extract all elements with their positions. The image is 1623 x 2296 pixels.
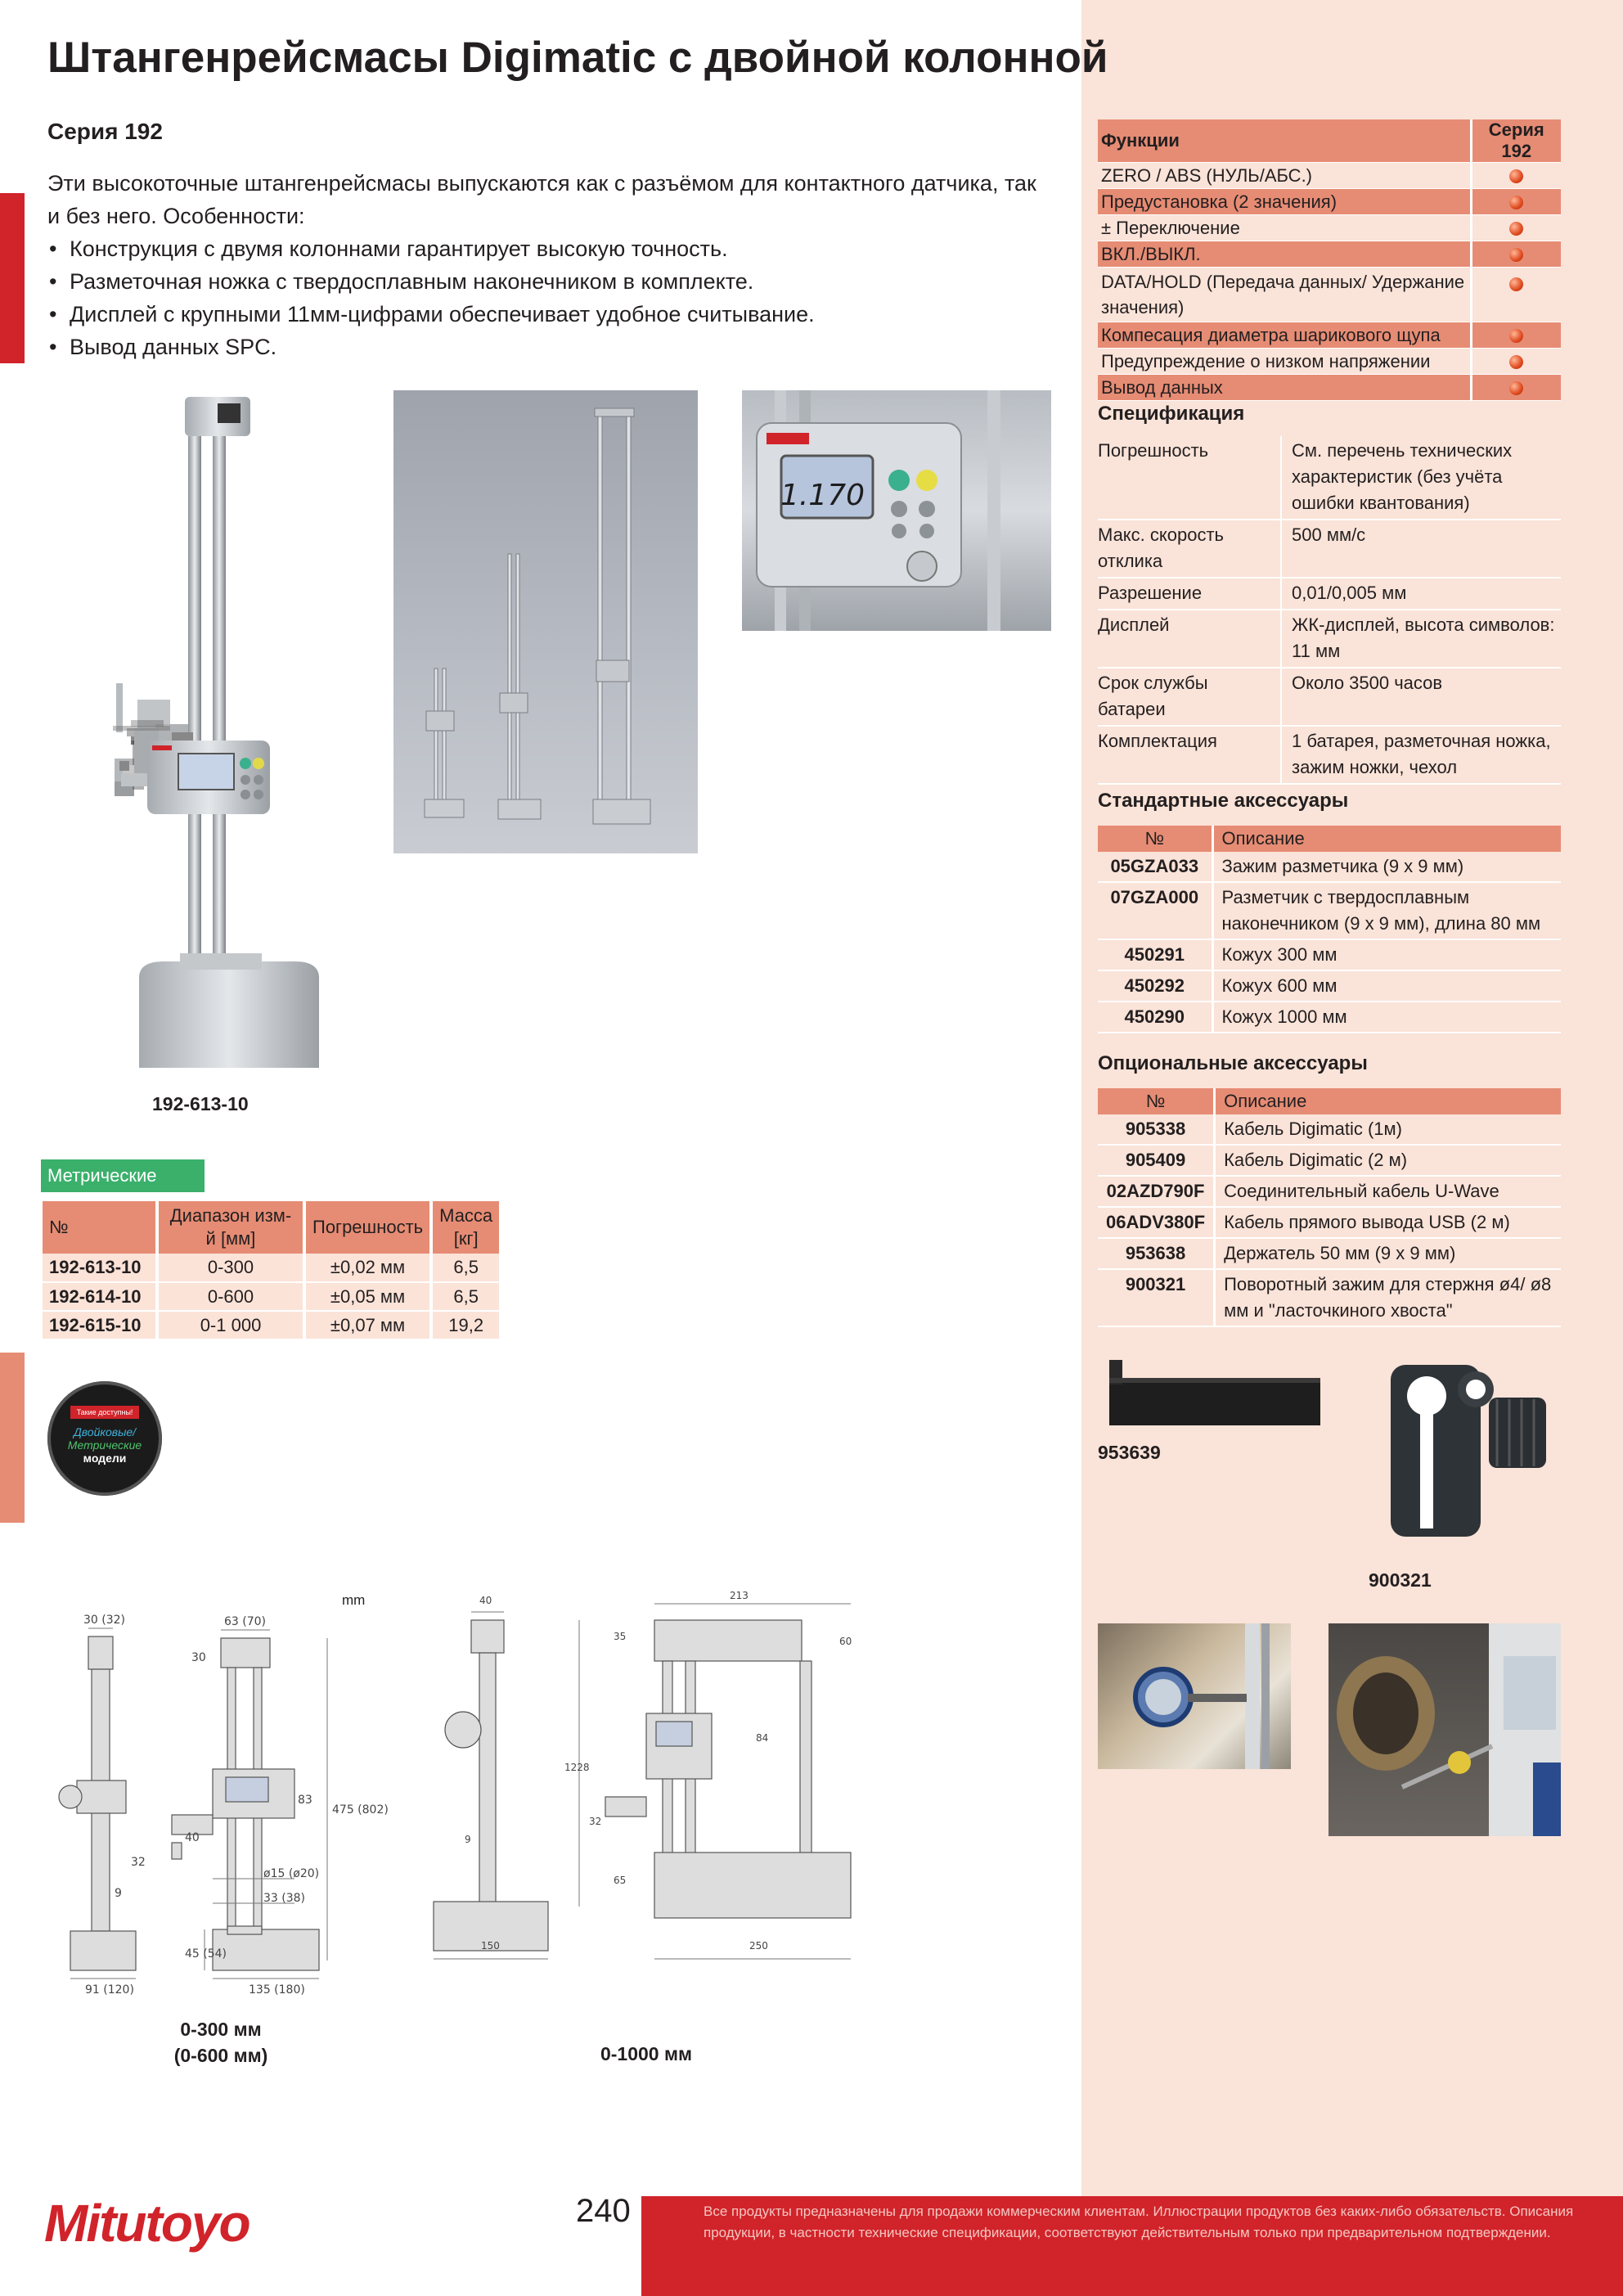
dim-label: 91 (120) — [85, 1983, 134, 1997]
metric-range: 0-300 — [157, 1254, 304, 1282]
supported-dot-icon — [1509, 169, 1523, 183]
spec-key: Комплектация — [1098, 726, 1281, 784]
spec-key: Погрешность — [1098, 436, 1281, 520]
badge-line2: Метрические — [67, 1438, 142, 1452]
acc-no: 07GZA000 — [1098, 882, 1212, 939]
height-gauge-photo — [123, 389, 335, 1076]
feature-list — [47, 232, 1054, 363]
dim-label: 40 — [185, 1831, 200, 1844]
acc-desc: Поворотный зажим для стержня ø4/ ø8 мм и "ласточкиного хвоста" — [1215, 1269, 1561, 1326]
dual-metric-badge — [47, 1381, 162, 1496]
feature-item: • Конструкция с двумя колоннами гарантирует высокую точность. — [47, 232, 1054, 265]
acc-desc: Кабель прямого вывода USB (2 м) — [1215, 1207, 1561, 1238]
metric-mass-header: Масса [кг] — [431, 1201, 501, 1254]
acc-no-header: № — [1098, 1088, 1215, 1114]
supported-dot-icon — [1509, 277, 1523, 291]
dim-label: 84 — [756, 1732, 769, 1744]
dim-label: 45 (54) — [185, 1947, 227, 1961]
function-row: Компесация диаметра шарикового щупа — [1098, 322, 1471, 349]
dim-label: 475 (802) — [332, 1803, 389, 1817]
standard-acc-table — [1098, 826, 1561, 1033]
drawing-caption-right: 0-1000 мм — [600, 2043, 693, 2064]
dim-label: 1228 — [564, 1762, 590, 1773]
spec-value: 500 мм/с — [1281, 520, 1561, 578]
supported-dot-icon — [1509, 355, 1523, 369]
drawing-0-1000 — [425, 1582, 875, 1959]
display-closeup-photo — [742, 390, 1051, 631]
spec-value: 1 батарея, разметочная ножка, зажим ножки, чехол — [1281, 726, 1561, 784]
acc-no: 905338 — [1098, 1114, 1215, 1145]
metric-no: 192-615-10 — [43, 1311, 157, 1339]
acc-no: 02AZD790F — [1098, 1176, 1215, 1207]
function-row: DATA/HOLD (Передача данных/ Удержание значения) — [1098, 268, 1471, 322]
acc-no: 450291 — [1098, 939, 1212, 970]
side-accent-bar-mid — [0, 1353, 25, 1523]
acc-no: 953638 — [1098, 1238, 1215, 1269]
supported-dot-icon — [1509, 248, 1523, 262]
function-row: Предустановка (2 значения) — [1098, 189, 1471, 215]
function-row: ± Переключение — [1098, 215, 1471, 241]
drawing-caption-left-2: (0-600 мм) — [173, 2045, 268, 2066]
acc-no: 900321 — [1098, 1269, 1215, 1326]
spec-heading: Спецификация — [1098, 403, 1245, 425]
acc-no: 450290 — [1098, 1002, 1212, 1033]
dim-label: 30 (32) — [83, 1614, 126, 1627]
acc-no: 905409 — [1098, 1145, 1215, 1176]
drawing-caption-left-1: 0-300 мм — [180, 2019, 262, 2040]
acc-desc-header: Описание — [1212, 826, 1561, 852]
dim-label: 63 (70) — [224, 1615, 267, 1628]
acc-desc: Кабель Digimatic (2 м) — [1215, 1145, 1561, 1176]
dim-label: 9 — [115, 1887, 122, 1900]
spec-key: Макс. скорость отклика — [1098, 520, 1281, 578]
metric-tag: Метрические — [41, 1159, 205, 1192]
metric-accuracy: ±0,05 мм — [304, 1282, 431, 1311]
metric-mass: 6,5 — [431, 1282, 501, 1311]
dim-label: 150 — [481, 1940, 500, 1952]
optional-acc-heading: Опциональные аксессуары — [1098, 1052, 1368, 1074]
acc-desc: Зажим разметчика (9 x 9 мм) — [1212, 852, 1561, 882]
metric-mass: 19,2 — [431, 1311, 501, 1339]
functions-header: Функции — [1098, 119, 1471, 163]
acc-desc: Кожух 600 мм — [1212, 970, 1561, 1002]
feature-item: • Вывод данных SPC. — [47, 331, 1054, 363]
metric-range: 0-600 — [157, 1282, 304, 1311]
acc-desc: Разметчик с твердосплавным наконечником (9 x 9 мм), длина 80 мм — [1212, 882, 1561, 939]
series-label: Серия 192 — [47, 119, 163, 144]
dim-label: 83 — [298, 1794, 312, 1807]
acc-desc: Кожух 1000 мм — [1212, 1002, 1561, 1033]
functions-table — [1098, 119, 1561, 401]
supported-dot-icon — [1509, 381, 1523, 395]
function-row: ВКЛ./ВЫКЛ. — [1098, 241, 1471, 268]
application-photo-2 — [1329, 1623, 1561, 1836]
acc-no: 05GZA033 — [1098, 852, 1212, 882]
dim-label: 33 (38) — [263, 1892, 306, 1905]
metric-accuracy: ±0,02 мм — [304, 1254, 431, 1282]
function-row: ZERO / ABS (НУЛЬ/АБС.) — [1098, 163, 1471, 189]
spec-key: Срок службы батареи — [1098, 668, 1281, 726]
application-photo-1 — [1098, 1623, 1291, 1769]
dim-label: 32 — [589, 1816, 602, 1827]
dim-label: 30 — [191, 1651, 206, 1664]
spec-value: 0,01/0,005 мм — [1281, 578, 1561, 610]
acc-desc-header: Описание — [1215, 1088, 1561, 1114]
spec-key: Разрешение — [1098, 578, 1281, 610]
metric-no: 192-614-10 — [43, 1282, 157, 1311]
dim-label: 135 (180) — [249, 1983, 305, 1997]
spec-value: ЖК-дисплей, высота символов: 11 мм — [1281, 610, 1561, 668]
acc-desc: Держатель 50 мм (9 x 9 мм) — [1215, 1238, 1561, 1269]
dim-label: 35 — [614, 1631, 627, 1642]
metric-no-header: № — [43, 1201, 157, 1254]
badge-line1: Двойковые/ — [73, 1425, 137, 1438]
mitutoyo-logo: Mitutoyo — [44, 2194, 250, 2253]
supported-dot-icon — [1509, 222, 1523, 236]
supported-dot-icon — [1509, 329, 1523, 343]
metric-range-header: Диапазон изм-й [мм] — [157, 1201, 304, 1254]
feature-item: • Разметочная ножка с твердосплавным наконечником в комплекте. — [47, 265, 1054, 298]
standard-acc-heading: Стандартные аксессуары — [1098, 790, 1349, 812]
dim-label: 60 — [839, 1636, 852, 1647]
metric-acc-header: Погрешность — [304, 1201, 431, 1254]
metric-table — [43, 1201, 502, 1340]
unit-label: mm — [342, 1592, 366, 1608]
metric-no: 192-613-10 — [43, 1254, 157, 1282]
optional-acc-table — [1098, 1088, 1561, 1327]
acc-no: 450292 — [1098, 970, 1212, 1002]
dim-label: 9 — [465, 1834, 471, 1845]
dim-label: 32 — [131, 1856, 146, 1869]
acc-desc: Соединительный кабель U-Wave — [1215, 1176, 1561, 1207]
page-title: Штангенрейсмасы Digimatic с двойной колонной — [47, 34, 1108, 82]
spec-table — [1098, 436, 1561, 785]
three-gauges-photo — [393, 390, 698, 853]
bar-caption: 953639 — [1098, 1442, 1161, 1463]
acc-desc: Кабель Digimatic (1м) — [1215, 1114, 1561, 1145]
dim-label: 213 — [730, 1590, 749, 1601]
badge-top: Такие доступны! — [70, 1406, 139, 1419]
acc-desc: Кожух 300 мм — [1212, 939, 1561, 970]
feature-item: • Дисплей с крупными 11мм-цифрами обеспечивает удобное считывание. — [47, 298, 1054, 331]
function-row: Предупреждение о низком напряжении — [1098, 349, 1471, 375]
acc-no-header: № — [1098, 826, 1212, 852]
spec-value: См. перечень технических характеристик (без учёта ошибки квантования) — [1281, 436, 1561, 520]
metric-range: 0-1 000 — [157, 1311, 304, 1339]
clamp-accessory-photo — [1374, 1357, 1554, 1551]
dim-label: ø15 (ø20) — [263, 1867, 320, 1880]
side-accent-bar — [0, 193, 25, 363]
function-row: Вывод данных — [1098, 375, 1471, 401]
clamp-caption: 900321 — [1369, 1569, 1432, 1591]
spec-key: Дисплей — [1098, 610, 1281, 668]
dim-label: 250 — [749, 1940, 768, 1952]
badge-line3: модели — [83, 1452, 127, 1465]
acc-no: 06ADV380F — [1098, 1207, 1215, 1238]
lcd-reading: 1.170 — [780, 479, 865, 512]
spec-value: Около 3500 часов — [1281, 668, 1561, 726]
metric-mass: 6,5 — [431, 1254, 501, 1282]
supported-dot-icon — [1509, 196, 1523, 209]
bar-accessory-photo — [1109, 1360, 1320, 1425]
metric-accuracy: ±0,07 мм — [304, 1311, 431, 1339]
dim-label: 65 — [614, 1875, 627, 1886]
intro-text: Эти высокоточные штангенрейсмасы выпускаются как с разъёмом для контактного датчика, так и без него. Особенности: — [47, 171, 1036, 228]
product-caption: 192-613-10 — [152, 1093, 249, 1114]
dim-label: 40 — [479, 1595, 492, 1606]
page-number: 240 — [576, 2193, 631, 2229]
footer-disclaimer: Все продукты предназначены для продажи коммерческим клиентам. Иллюстрации продуктов без каких-либо обязательств. Описания продукции, в частности технические спецификации, соответствуют действительным только при предварительном подтверждении. — [704, 2204, 1574, 2240]
series-header: Серия 192 — [1471, 119, 1561, 163]
